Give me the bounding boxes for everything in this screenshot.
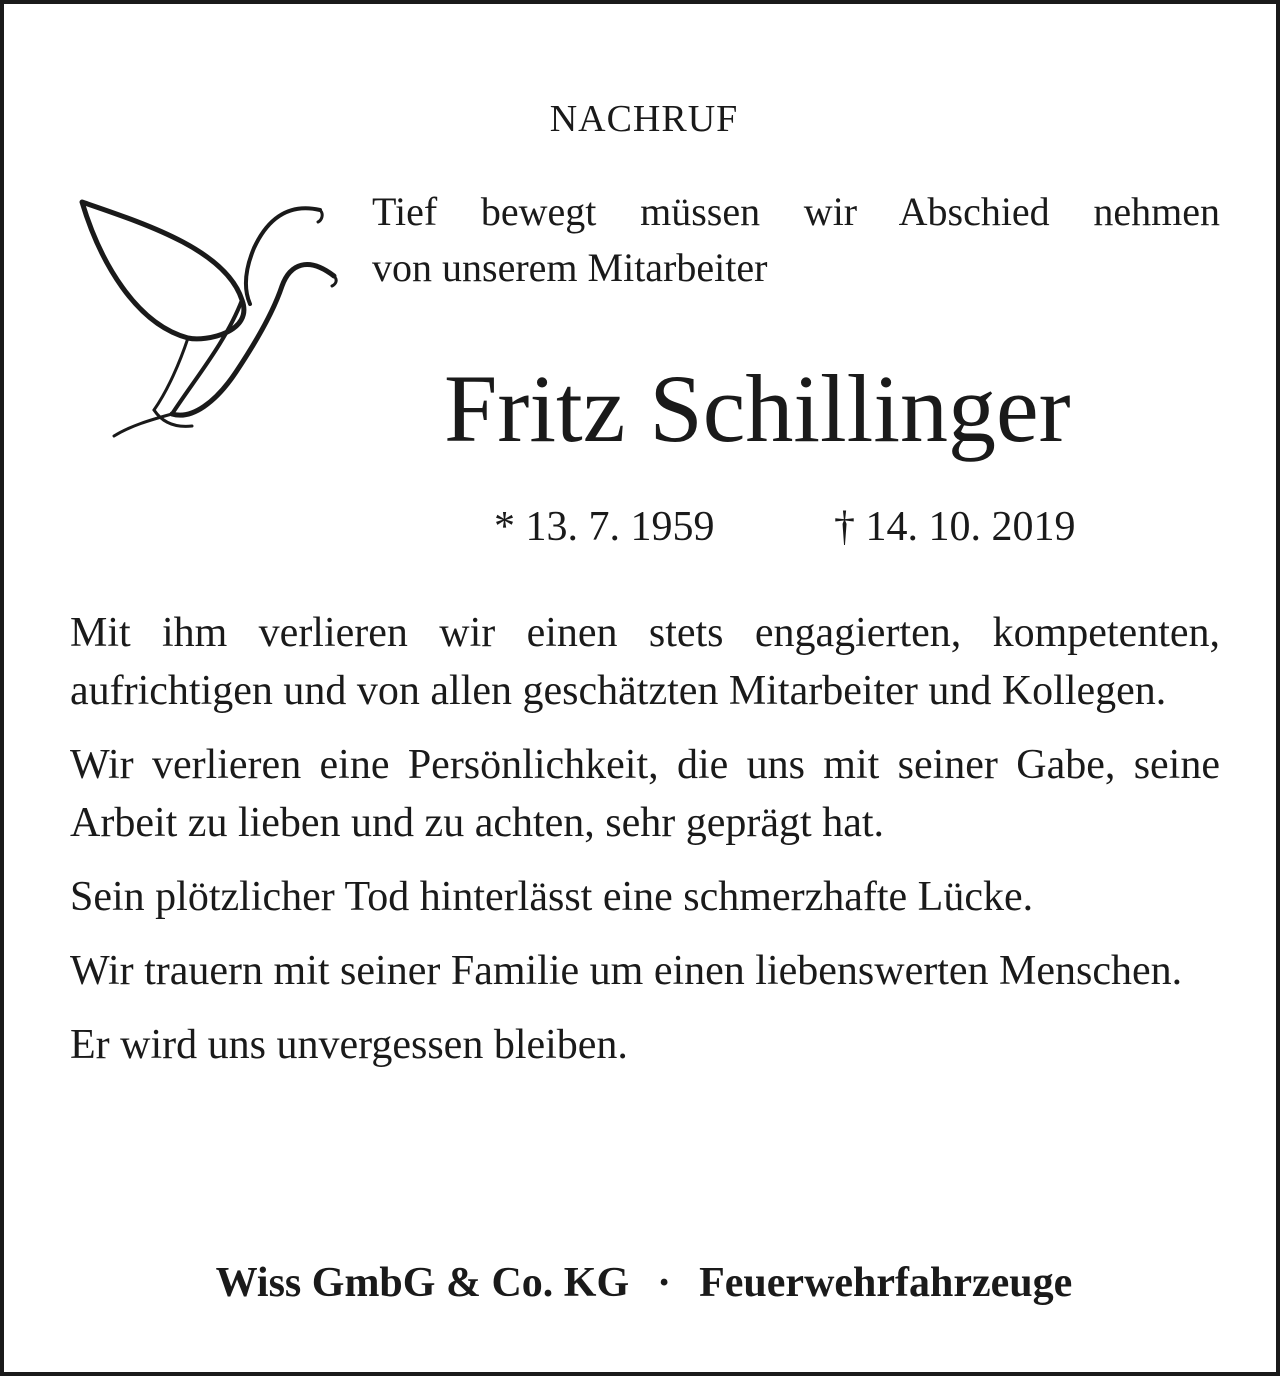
- company-name: Wiss GmbG & Co. KG: [215, 1260, 630, 1306]
- intro-line-2: von unserem Mitarbeiter: [372, 245, 768, 290]
- paragraph: Sein plötzlicher Tod hinterlässt eine schmerzhafte Lücke.: [70, 874, 1034, 920]
- paragraph: Wir verlieren eine Persönlichkeit, die uns mit seiner Gabe, seine Arbeit zu lieben und zu achten, sehr geprägt hat.: [70, 742, 1220, 846]
- intro-text: [372, 184, 1220, 296]
- deceased-name: Fritz Schillinger: [444, 355, 1071, 462]
- obituary-body: [70, 604, 1220, 1074]
- death-date: † 14. 10. 2019: [834, 504, 1076, 550]
- paragraph: Er wird uns unvergessen bleiben.: [70, 1022, 628, 1068]
- dove-icon: [76, 192, 348, 448]
- company-type: Feuerwehrfahrzeuge: [699, 1260, 1073, 1306]
- company-signature: [4, 1256, 1280, 1310]
- separator-dot: ·: [657, 1260, 672, 1306]
- paragraph: Mit ihm verlieren wir einen stets engagierten, kompetenten, aufrichtigen und von allen geschätzten Mitarbeiter und Kollegen.: [70, 610, 1220, 714]
- birth-date: * 13. 7. 1959: [494, 504, 715, 550]
- intro-line-1: Tief bewegt müssen wir Abschied nehmen: [372, 189, 1220, 234]
- notice-heading: NACHRUF: [549, 98, 739, 140]
- paragraph: Wir trauern mit seiner Familie um einen liebenswerten Menschen.: [70, 948, 1183, 994]
